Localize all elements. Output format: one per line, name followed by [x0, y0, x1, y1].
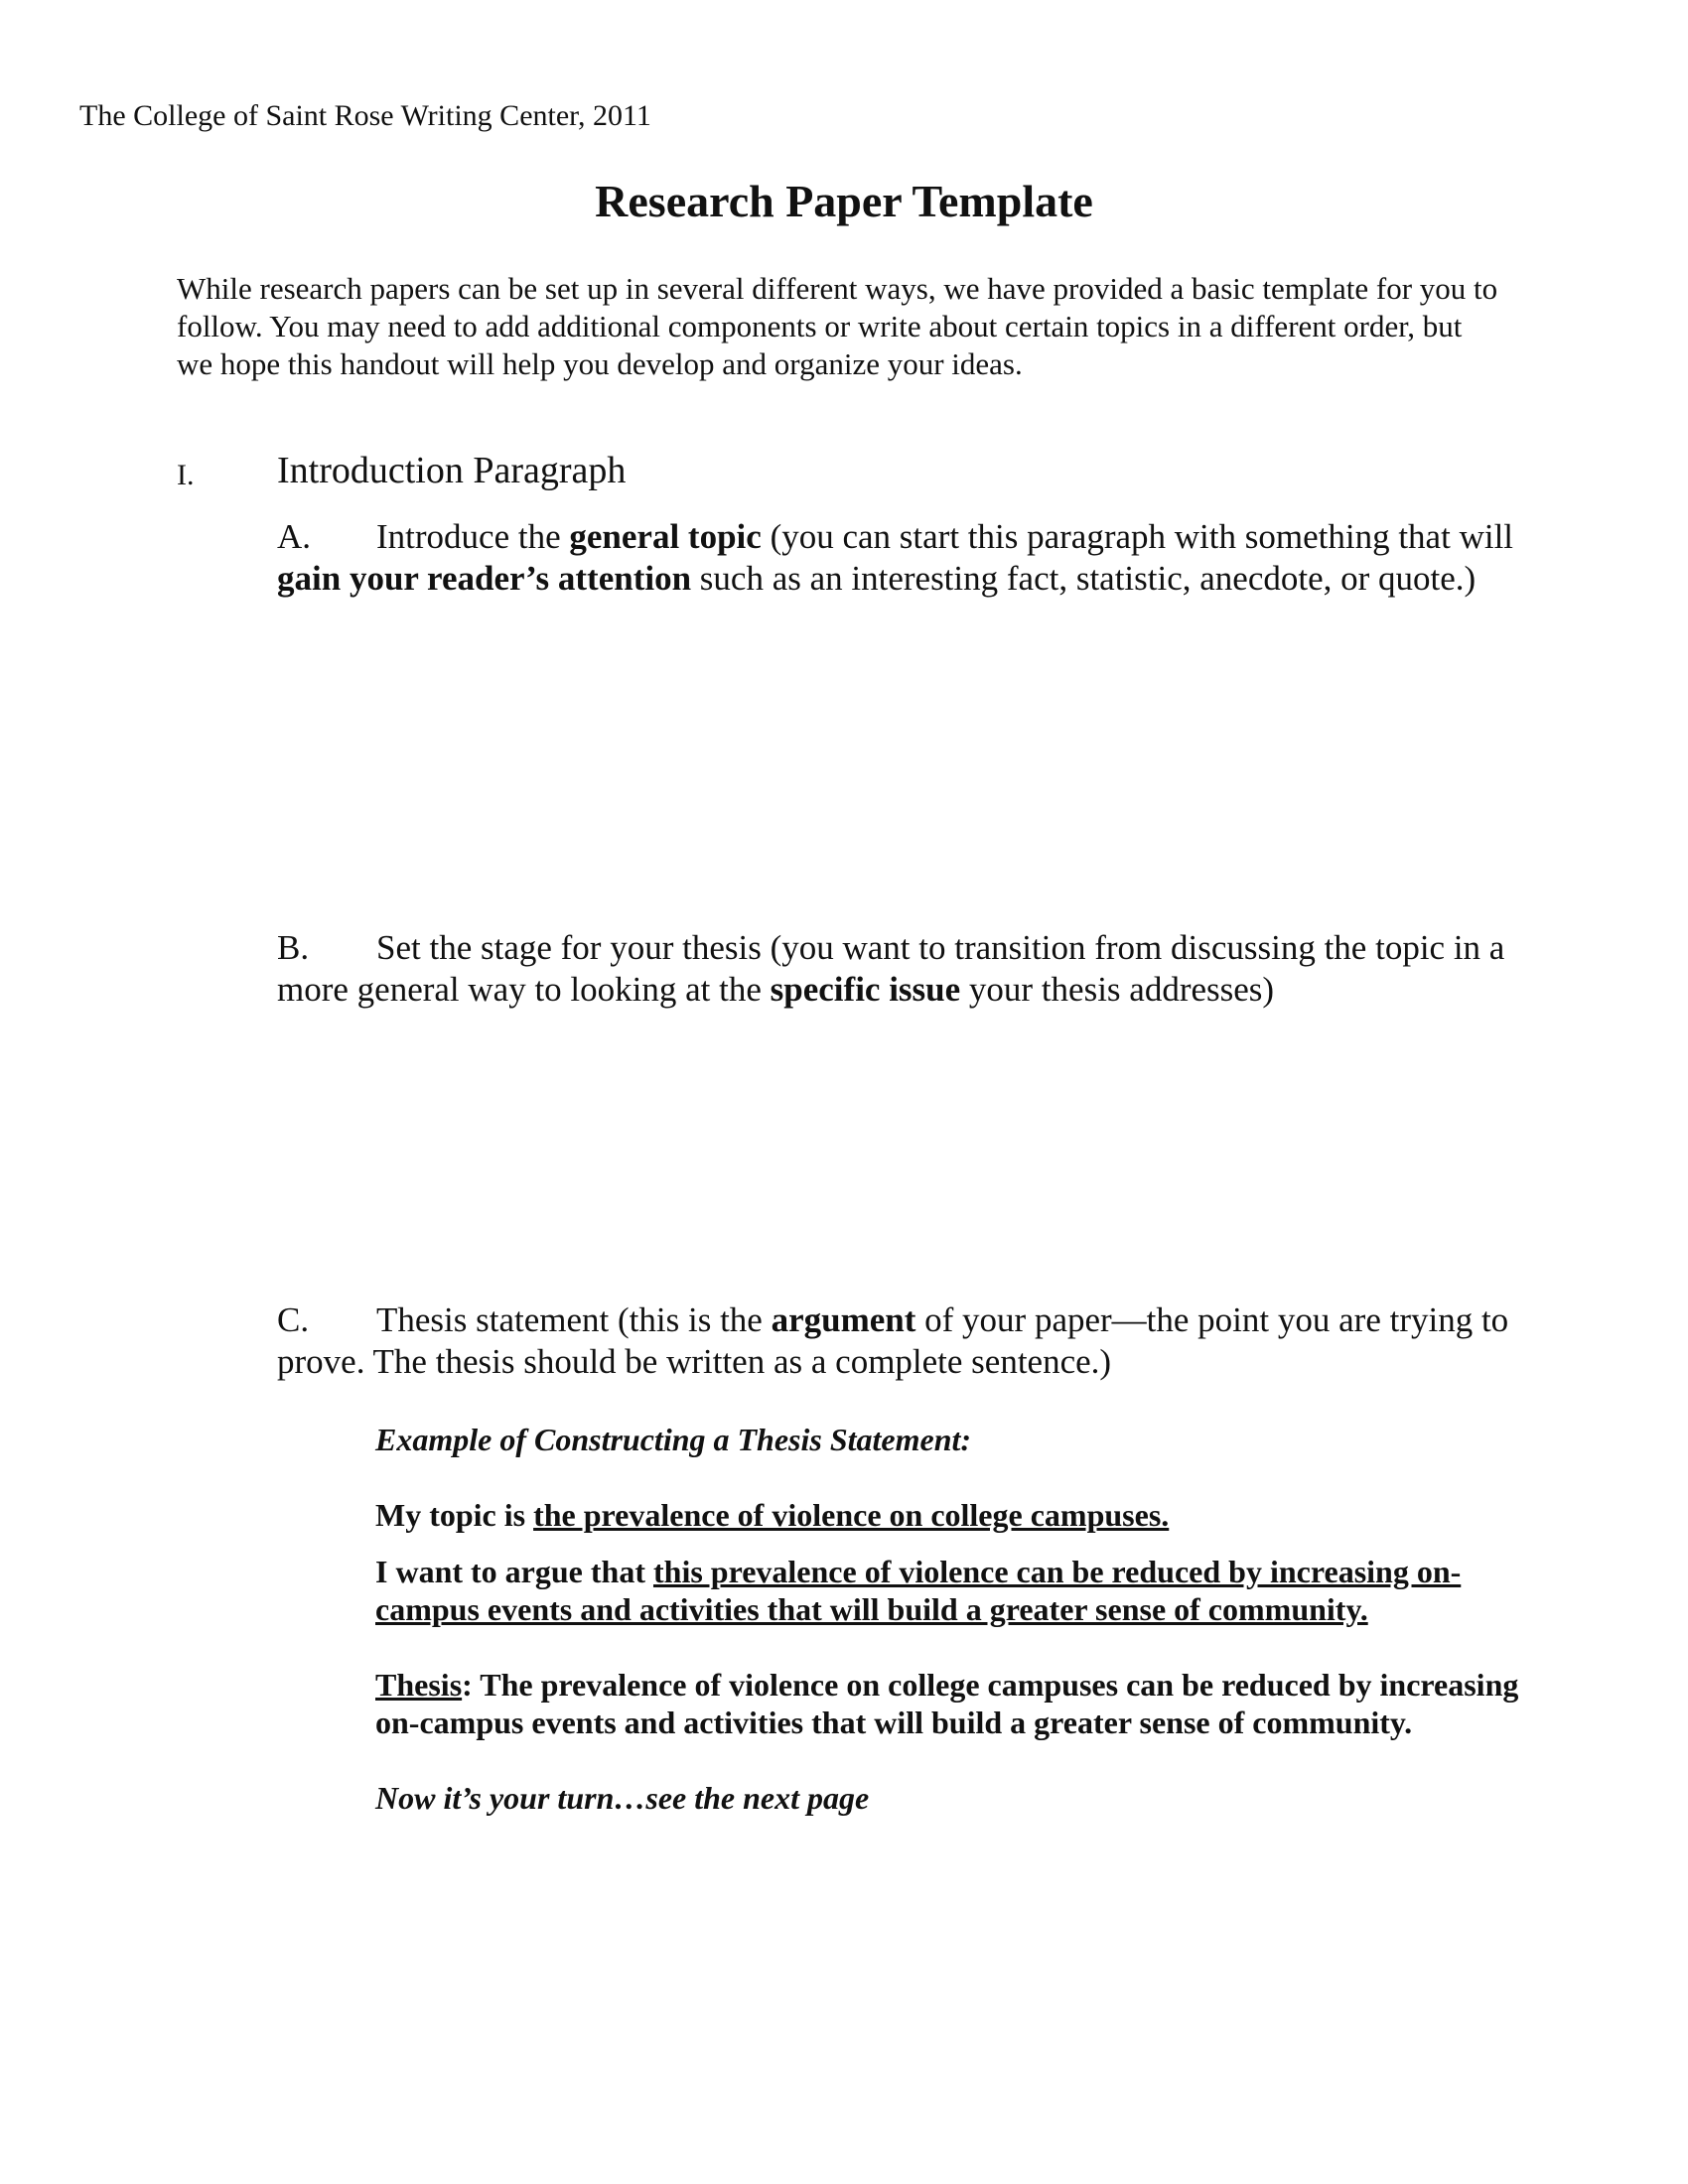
item-text: such as an interesting fact, statistic, anecdote, or quote.): [691, 559, 1477, 598]
example-topic: [375, 1496, 1607, 1534]
example-argue-line-2: campus events and activities that will build a greater sense of community.: [375, 1591, 1368, 1627]
page-title: Research Paper Template: [595, 176, 1093, 226]
example-text: I want to argue that: [375, 1554, 653, 1589]
example-thesis: [375, 1666, 1607, 1741]
example-argue-line-1: [375, 1553, 1607, 1590]
item-text: (you can start this paragraph with something that will: [761, 517, 1514, 556]
section-title: Introduction Paragraph: [277, 450, 627, 491]
example-thesis-line-2: on-campus events and activities that will build a greater sense of community.: [375, 1705, 1413, 1740]
example-text: My topic is: [375, 1497, 534, 1533]
item-letter: C.: [277, 1300, 310, 1339]
item-c-line-2: prove. The thesis should be written as a complete sentence.): [277, 1342, 1112, 1381]
example-thesis-line-1: [375, 1666, 1607, 1704]
section-number: I.: [177, 459, 195, 491]
item-b-line-2: [277, 969, 1568, 1011]
item-text: Introduce the: [376, 517, 570, 556]
item-text: Set the stage for your thesis (you want to transition from discussing the topic in a: [376, 928, 1505, 967]
example-underlined: the prevalence of violence on college campuses.: [533, 1497, 1170, 1533]
item-c-line-1: [277, 1299, 1568, 1341]
item-letter: B.: [277, 928, 310, 967]
item-emphasis: specific issue: [770, 970, 961, 1009]
item-c: [277, 1299, 1568, 1383]
next-page-note: Now it’s your turn…see the next page: [375, 1780, 870, 1816]
item-a-line-1: [277, 516, 1568, 558]
item-text: Thesis statement (this is the: [376, 1300, 772, 1339]
item-emphasis: general topic: [569, 517, 762, 556]
item-text: more general way to looking at the: [277, 970, 771, 1009]
item-b-line-1: [277, 927, 1568, 969]
thesis-label: Thesis: [375, 1667, 463, 1703]
example-heading: Example of Constructing a Thesis Statement:: [375, 1422, 972, 1457]
item-a-line-2: [277, 558, 1568, 600]
example-underlined: this prevalence of violence can be reduced by increasing on-: [652, 1554, 1462, 1589]
item-emphasis: argument: [771, 1300, 916, 1339]
example-topic-line: [375, 1496, 1607, 1534]
item-letter: A.: [277, 517, 312, 556]
intro-line: we hope this handout will help you develop and organize your ideas.: [177, 346, 1023, 381]
item-emphasis: gain your reader’s attention: [277, 559, 692, 598]
item-a: [277, 516, 1568, 600]
example-argue: [375, 1553, 1607, 1628]
example-text: : The prevalence of violence on college campuses can be reduced by increasing: [462, 1667, 1519, 1703]
item-text: of your paper—the point you are trying to: [915, 1300, 1509, 1339]
intro-paragraph: [177, 270, 1607, 383]
intro-line: follow. You may need to add additional components or write about certain topics in a different order, but: [177, 309, 1463, 343]
intro-line: While research papers can be set up in several different ways, we have provided a basic template for you to: [177, 271, 1498, 306]
header-org-line: The College of Saint Rose Writing Center, 2011: [79, 99, 651, 132]
item-b: [277, 927, 1568, 1011]
item-text: your thesis addresses): [960, 970, 1275, 1009]
